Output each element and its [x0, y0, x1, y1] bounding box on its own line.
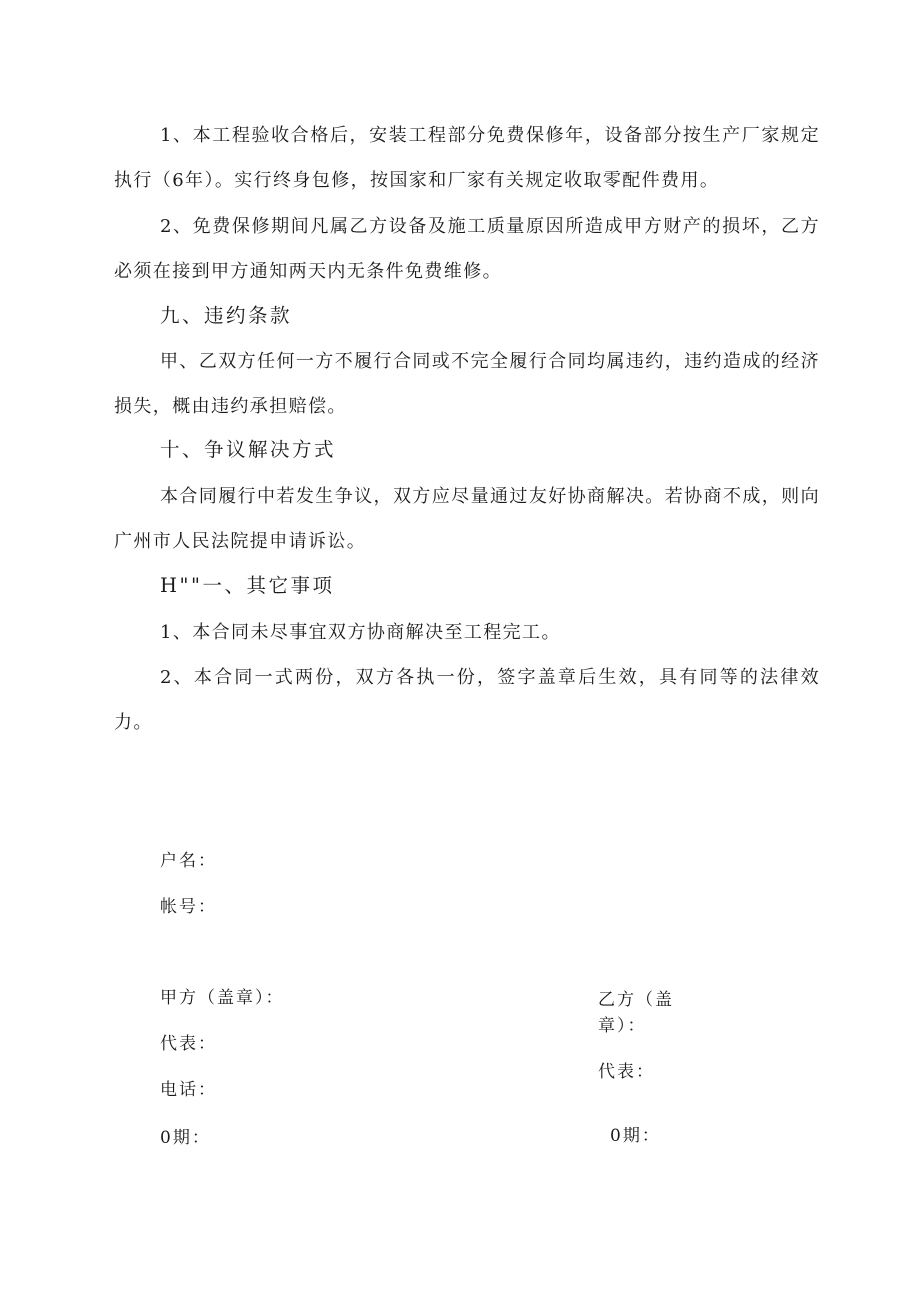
- account-name-label: 户名：: [160, 851, 217, 871]
- party-a-seal-label: 甲方（盖章）：: [160, 988, 285, 1008]
- party-b-seal-label-line-1: 乙方（盖: [598, 990, 674, 1010]
- section-10-body: 本合同履行中若发生争议，双方应尽量通过友好协商解决。若协商不成，则向广州市人民法院提申请诉讼。: [114, 486, 820, 552]
- party-a-phone-label: 电话：: [160, 1080, 217, 1100]
- section-11-item-1: 1、本合同未尽事宜双方协商解决至工程完工。: [160, 622, 561, 643]
- section-9-title: 九、违约条款: [160, 304, 293, 327]
- party-a-date-label: 0期：: [160, 1128, 211, 1148]
- account-number-label: 帐号：: [160, 897, 217, 917]
- party-b-date-label: 0期：: [610, 1126, 661, 1146]
- section-11-title: H""一、其它事项: [160, 574, 335, 597]
- party-b-seal-label-line-2: 章）：: [598, 1016, 647, 1036]
- warranty-item-2: 2、免费保修期间凡属乙方设备及施工质量原因所造成甲方财产的损坏，乙方必须在接到甲方通知两天内无条件免费维修。: [114, 216, 820, 282]
- section-10-title: 十、争议解决方式: [160, 438, 337, 461]
- warranty-item-1: 1、本工程验收合格后，安装工程部分免费保修年，设备部分按生产厂家规定执行（6年）。实行终身包修，按国家和厂家有关规定收取零配件费用。: [114, 125, 820, 191]
- party-a-rep-label: 代表：: [160, 1034, 217, 1054]
- section-9-body: 甲、乙双方任何一方不履行合同或不完全履行合同均属违约，违约造成的经济损失，概由违约承担赔偿。: [114, 351, 820, 417]
- party-b-rep-label: 代表：: [598, 1062, 655, 1082]
- section-11-item-2: 2、本合同一式两份，双方各执一份，签字盖章后生效，具有同等的法律效力。: [114, 667, 820, 733]
